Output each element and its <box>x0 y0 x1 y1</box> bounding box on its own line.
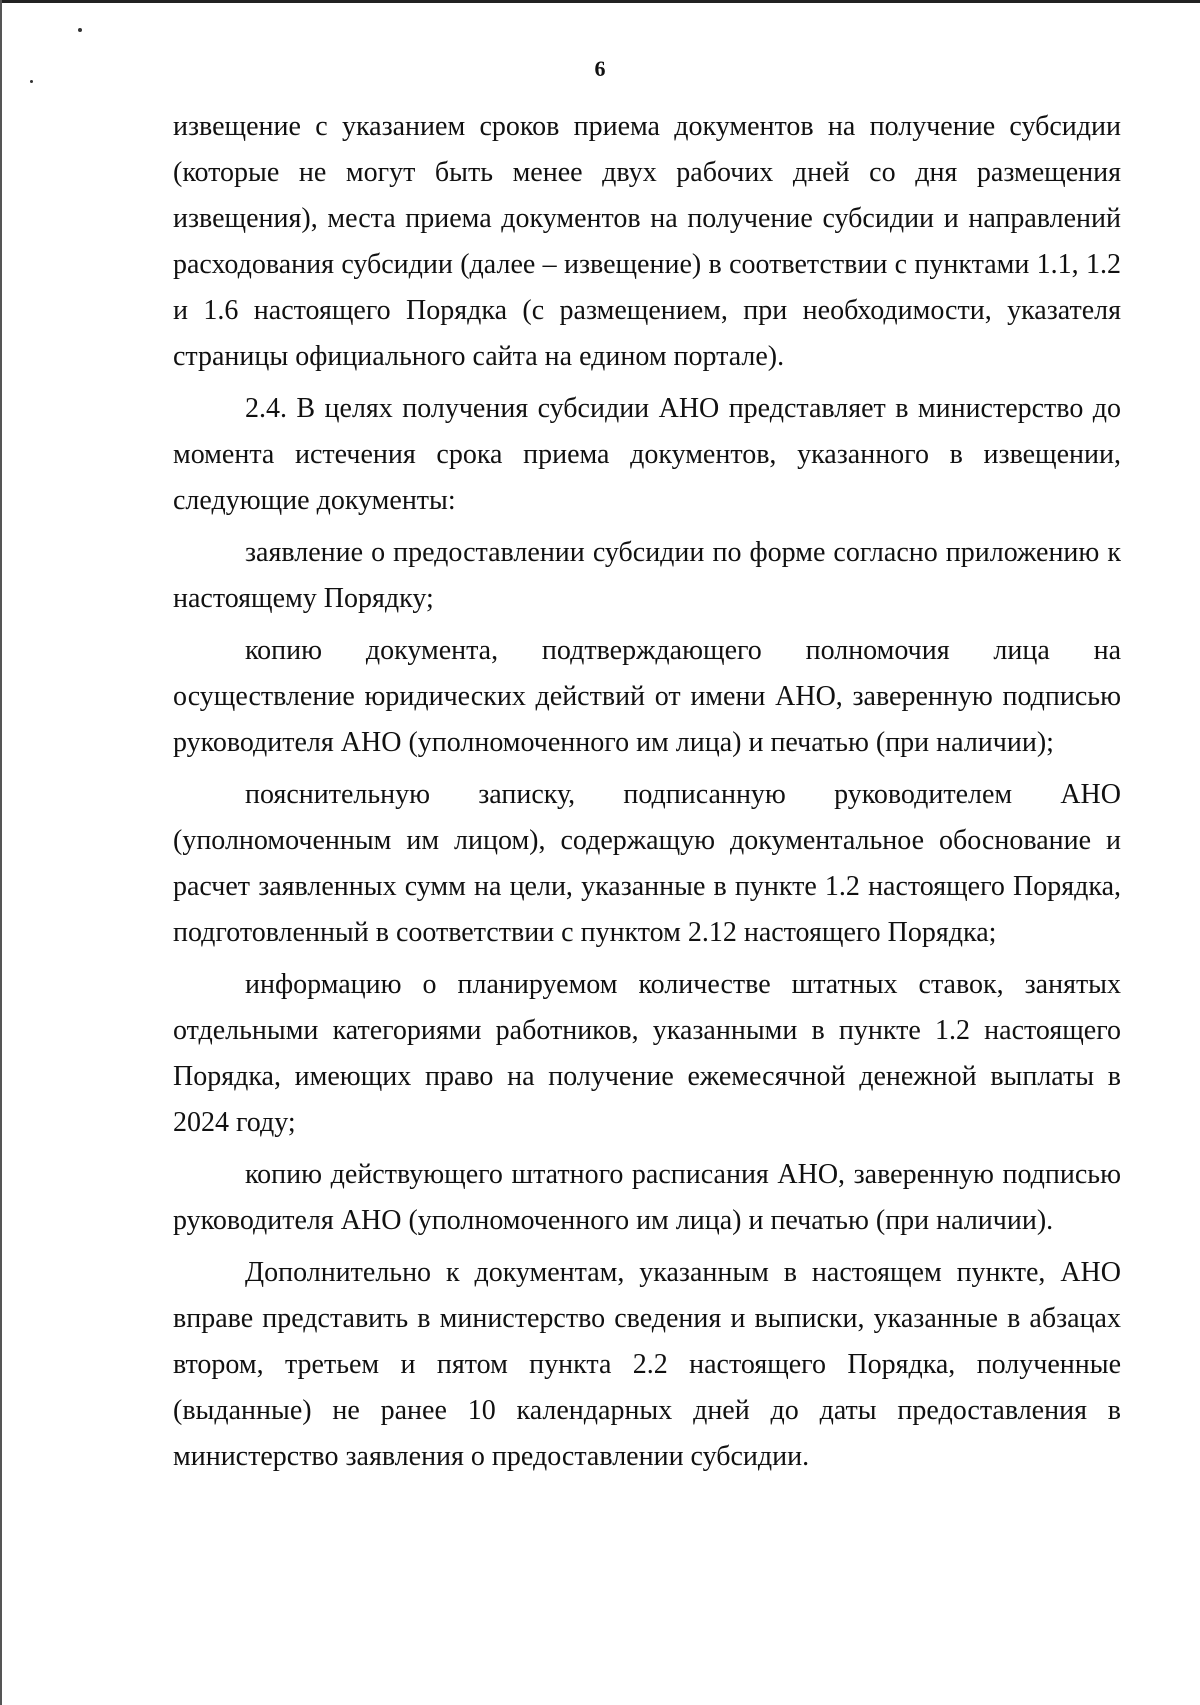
list-item-explanatory-note: пояснительную записку, подписанную руководителем АНО (уполномоченным им лицом), содержащую документальное обоснование и расчет заявленных сумм на цели, указанные в пункте 1.2 настоящего Порядка, подготовленный в соответствии с пунктом 2.12 настоящего Порядка; <box>173 779 1121 948</box>
paragraph-continuation: извещение с указанием сроков приема документов на получение субсидии (которые не могут быть менее двух рабочих дней со дня размещения извещения), места приема документов на получение субсидии и направлений расходования субсидии (далее – извещение) в соответствии с пунктами 1.1, 1.2 и 1.6 настоящего Порядка (с размещением, при необходимости, указателя страницы официального сайта на едином портале). <box>173 111 1121 372</box>
page-number: 6 <box>594 56 606 81</box>
paragraph-additional-documents: Дополнительно к документам, указанным в настоящем пункте, АНО вправе представить в министерство сведения и выписки, указанные в абзацах втором, третьем и пятом пункта 2.2 настоящего Порядка, полученные (выданные) не ранее 10 календарных дней до даты предоставления в министерство заявления о предоставлении субсидии. <box>173 1257 1121 1472</box>
scan-speck <box>78 28 82 32</box>
list-item-staff-info: информацию о планируемом количестве штатных ставок, занятых отдельными категориями работников, указанными в пункте 1.2 настоящего Порядка, имеющих право на получение ежемесячной денежной выплаты в 2024 году; <box>173 969 1121 1138</box>
scan-edge-top <box>0 0 1200 3</box>
list-item-authority-copy: копию документа, подтверждающего полномочия лица на осуществление юридических действий от имени АНО, заверенную подписью руководителя АНО (уполномоченного им лица) и печатью (при наличии); <box>173 635 1121 758</box>
list-item-staff-schedule: копию действующего штатного расписания АНО, заверенную подписью руководителя АНО (уполномоченного им лица) и печатью (при наличии). <box>173 1159 1121 1236</box>
paragraph-2-4: 2.4. В целях получения субсидии АНО представляет в министерство до момента истечения срока приема документов, указанного в извещении, следующие документы: <box>173 393 1121 516</box>
scan-edge-left <box>0 0 2 1705</box>
document-body <box>173 104 1121 1486</box>
list-item-application: заявление о предоставлении субсидии по форме согласно приложению к настоящему Порядку; <box>173 537 1121 614</box>
